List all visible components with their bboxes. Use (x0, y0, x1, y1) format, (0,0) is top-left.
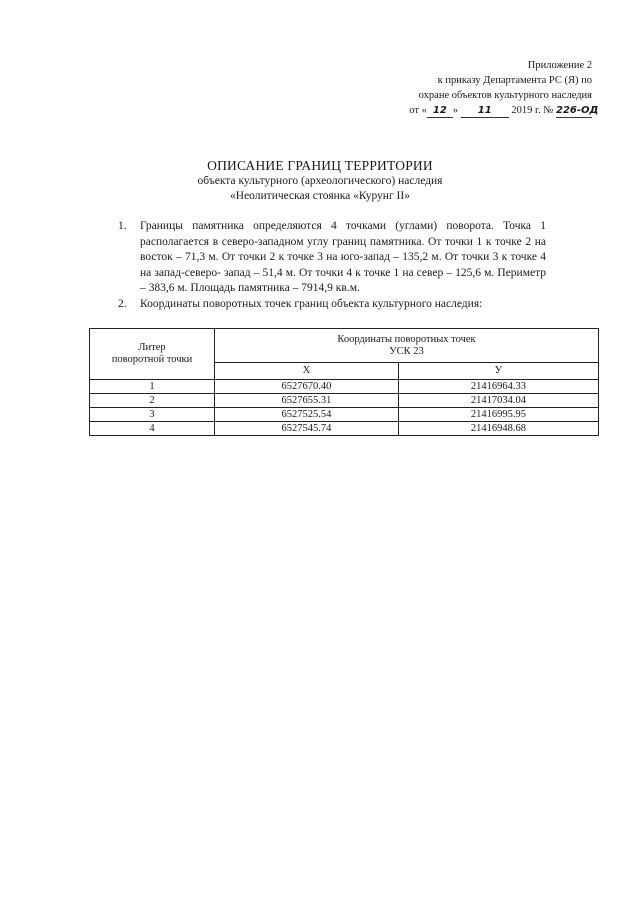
list-item-number: 2. (118, 297, 127, 310)
title-block (0, 158, 640, 204)
date-day-handwritten: 12 (427, 105, 453, 118)
header-coords-line1: Координаты поворотных точек (337, 333, 476, 345)
table-row (90, 380, 599, 394)
appendix-label: Приложение 2 (527, 60, 592, 71)
cell-x: 6527545.74 (215, 422, 399, 436)
list-item (118, 219, 546, 297)
date-month-handwritten: 11 (461, 105, 509, 118)
cell-liter: 4 (90, 422, 215, 436)
list-item (118, 297, 546, 313)
table-row (90, 408, 599, 422)
list-item-text: Координаты поворотных точек границ объекта культурного наследия: (140, 297, 483, 310)
header-x: X (215, 363, 399, 380)
cell-y: 21416995.95 (398, 408, 598, 422)
appendix-department: охране объектов культурного наследия (418, 90, 592, 101)
date-prefix: от « (409, 105, 427, 116)
header-liter (90, 329, 215, 380)
coordinates-table (89, 328, 599, 436)
description-list (118, 219, 546, 312)
cell-y: 21416964.33 (398, 380, 598, 394)
table-header-row (90, 329, 599, 363)
appendix-block (352, 58, 599, 118)
appendix-order-ref: к приказу Департамента РС (Я) по (437, 75, 592, 86)
page-subtitle-object: объекта культурного (археологического) наследия (197, 175, 443, 187)
cell-x: 6527655.31 (215, 394, 399, 408)
header-coords-line2: УСК 23 (389, 345, 424, 357)
cell-liter: 2 (90, 394, 215, 408)
order-number-handwritten: 226-ОД (556, 105, 599, 116)
cell-liter: 3 (90, 408, 215, 422)
header-y: У (398, 363, 598, 380)
table-row (90, 394, 599, 408)
list-item-text: Границы памятника определяются 4 точками (углами) поворота. Точка 1 располагается в северо-западном углу границ памятника. От точки 1 к точке 2 на восток – 71,3 м. От точки 2 к точке 3 на юго-запад – 135,2 м. От точки 3 к точке 4 на запад-северо- запад – 51,4 м. От точки 4 к точке 1 на север – 125,6 м. Периметр – 383,6 м. Площадь памятника – 7914,9 кв.м. (140, 220, 546, 294)
appendix-date-line (352, 103, 599, 118)
cell-x: 6527525.54 (215, 408, 399, 422)
cell-liter: 1 (90, 380, 215, 394)
cell-y: 21417034.04 (398, 394, 598, 408)
page-title: ОПИСАНИЕ ГРАНИЦ ТЕРРИТОРИИ (207, 158, 433, 173)
header-liter-line1: Литер (138, 342, 166, 353)
date-year: 2019 г. № (511, 105, 554, 116)
cell-y: 21416948.68 (398, 422, 598, 436)
list-item-number: 1. (118, 220, 127, 232)
header-liter-line2: поворотной точки (111, 354, 193, 365)
date-mid: » (452, 105, 459, 116)
cell-x: 6527670.40 (215, 380, 399, 394)
header-coordinates (215, 329, 599, 363)
page-subtitle-name: «Неолитическая стоянка «Курунг II» (230, 190, 410, 202)
table-row (90, 422, 599, 436)
